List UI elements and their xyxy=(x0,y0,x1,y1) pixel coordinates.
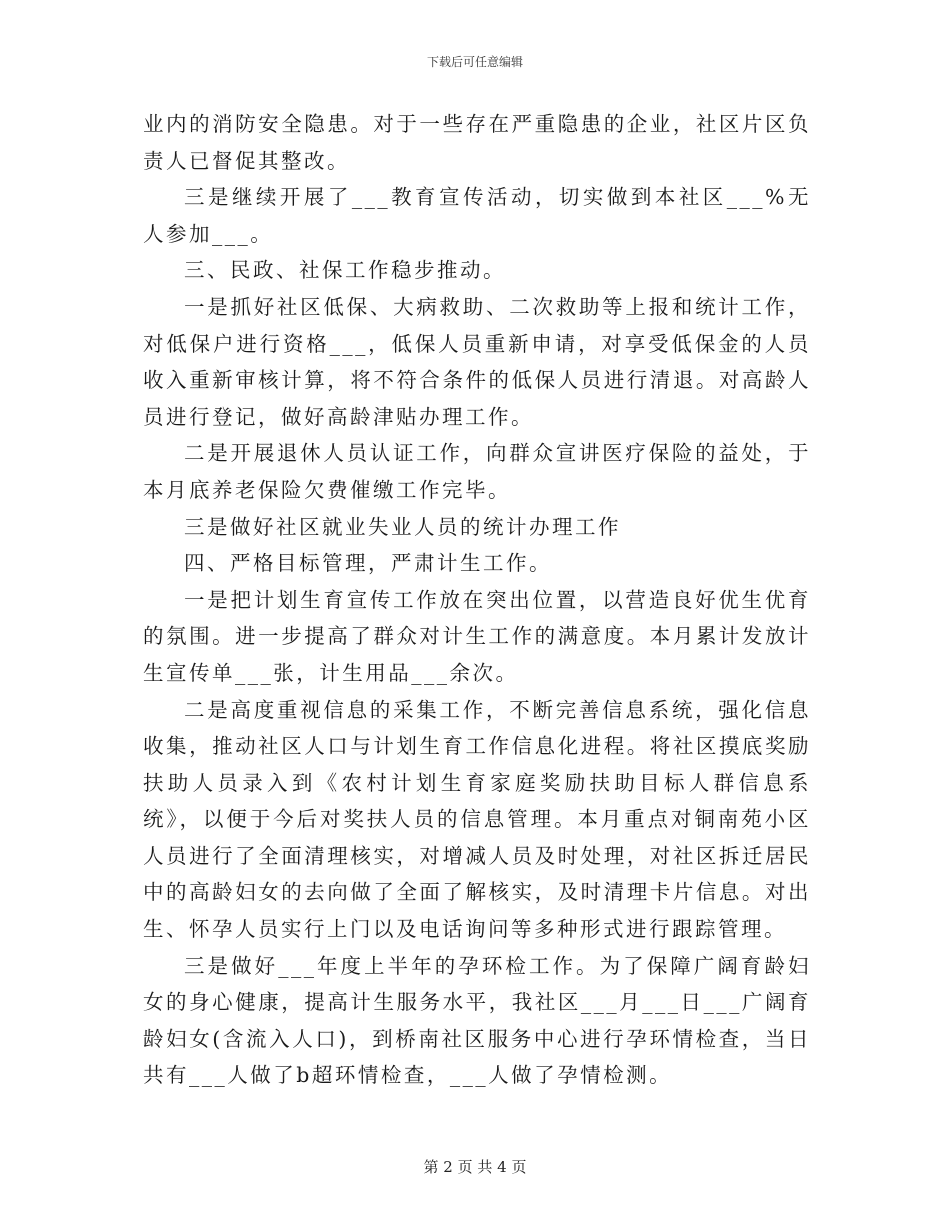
paragraph-6: 三是做好社区就业失业人员的统计办理工作 xyxy=(184,514,621,539)
page-number: 第 2 页 共 4 页 xyxy=(423,1158,527,1176)
paragraph-5: 二是开展退休人员认证工作，向群众宣讲医疗保险的益处，于本月底养老保险欠费催缴工作完毕。 xyxy=(143,441,811,502)
document-body xyxy=(143,106,811,1094)
paragraph-9: 二是高度重视信息的采集工作，不断完善信息系统，强化信息收集，推动社区人口与计划生育工作信息化进程。将社区摸底奖励扶助人员录入到《农村计划生育家庭奖励扶助目标人群信息系统》，以便于今后对奖扶人员的信息管理。本月重点对铜南苑小区人员进行了全面清理核实，对增减人员及时处理，对社区拆迁居民中的高龄妇女的去向做了全面了解核实，及时清理卡片信息。对出生、怀孕人员实行上门以及电话询问等多种形式进行跟踪管理。 xyxy=(143,697,811,942)
paragraph-8: 一是把计划生育宣传工作放在突出位置，以营造良好优生优育的氛围。进一步提高了群众对计生工作的满意度。本月累计发放计生宣传单___张，计生用品___余次。 xyxy=(143,587,811,685)
paragraph-1: 业内的消防安全隐患。对于一些存在严重隐患的企业，社区片区负责人已督促其整改。 xyxy=(143,112,811,173)
header-note: 下载后可任意编辑 xyxy=(426,55,523,69)
section-heading-civil-affairs: 三、民政、社保工作稳步推动。 xyxy=(184,258,506,283)
paragraph-10: 三是做好___年度上半年的孕环检工作。为了保障广阔育龄妇女的身心健康，提高计生服务水平，我社区___月___日___广阔育龄妇女(含流入人口)，到桥南社区服务中心进行孕环情检查，当日共有___人做了b超环情检查，___人做了孕情检测。 xyxy=(143,953,811,1088)
section-heading-family-planning: 四、严格目标管理，严肃计生工作。 xyxy=(184,551,552,576)
paragraph-4: 一是抓好社区低保、大病救助、二次救助等上报和统计工作，对低保户进行资格___，低保人员重新申请，对享受低保金的人员收入重新审核计算，将不符合条件的低保人员进行清退。对高龄人员进行登记，做好高龄津贴办理工作。 xyxy=(143,294,811,429)
paragraph-2: 三是继续开展了___教育宣传活动，切实做到本社区___%无人参加___。 xyxy=(143,185,811,246)
